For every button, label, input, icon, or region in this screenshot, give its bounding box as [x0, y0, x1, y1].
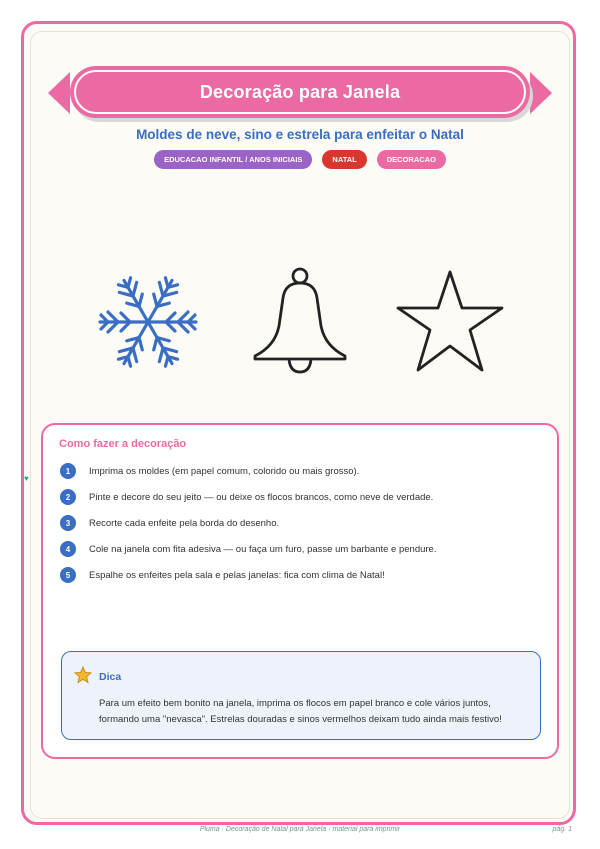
step-number: 1: [60, 463, 76, 479]
step-number: 5: [60, 567, 76, 583]
footer-text: Pluma · Decoração de Natal para Janela · material para imprimir: [199, 826, 401, 833]
step-text: Pinte e decore do seu jeito — ou deixe os flocos brancos, como neve de verdade.: [89, 491, 434, 503]
list-item: [60, 514, 279, 532]
step-number: 3: [60, 515, 76, 531]
step-number: 2: [60, 489, 76, 505]
instructions-title: Como fazer a decoração: [59, 438, 187, 450]
list-item: [60, 540, 436, 558]
step-number: 4: [60, 541, 76, 557]
tip-title: Dica: [99, 671, 122, 683]
list-item: [60, 566, 385, 584]
page-number: pág. 1: [552, 826, 572, 833]
step-text: Espalhe os enfeites pela sala e pelas janelas: fica com clima de Natal!: [89, 569, 385, 581]
step-text: Imprima os moldes (em papel comum, colorido ou mais grosso).: [89, 465, 360, 477]
banner-arrow-left: [48, 72, 70, 114]
tip-panel: [61, 651, 541, 740]
bell-icon: [249, 266, 351, 378]
instructions-panel: [41, 423, 559, 759]
tag-level: EDUCACAO INFANTIL / ANOS INICIAIS: [154, 150, 312, 169]
side-marker: ♥: [24, 474, 29, 483]
page-title: Decoração para Janela: [199, 81, 401, 102]
snowflake-icon: [96, 274, 200, 370]
list-item: [60, 462, 359, 480]
star-icon: [392, 266, 508, 378]
banner-arrow-right: [530, 72, 552, 114]
star-icon: [74, 666, 92, 684]
tip-text: Para um efeito bem bonito na janela, imprima os flocos em papel branco e cole vários juntos, formando uma "nevasca". Estrelas douradas e sinos vermelhos deixam tudo ainda mais festivo!: [99, 698, 502, 725]
tag-decoracao: DECORACAO: [377, 150, 446, 169]
step-text: Cole na janela com fita adesiva — ou faça um furo, passe um barbante e pendure.: [89, 543, 437, 555]
tag-list: [0, 150, 600, 169]
tag-natal: NATAL: [322, 150, 366, 169]
list-item: [60, 488, 433, 506]
banner-ribbon: [70, 66, 530, 118]
step-text: Recorte cada enfeite pela borda do desenho.: [89, 517, 280, 529]
page-subtitle: Moldes de neve, sino e estrela para enfeitar o Natal: [136, 127, 464, 142]
title-banner: [48, 66, 552, 120]
